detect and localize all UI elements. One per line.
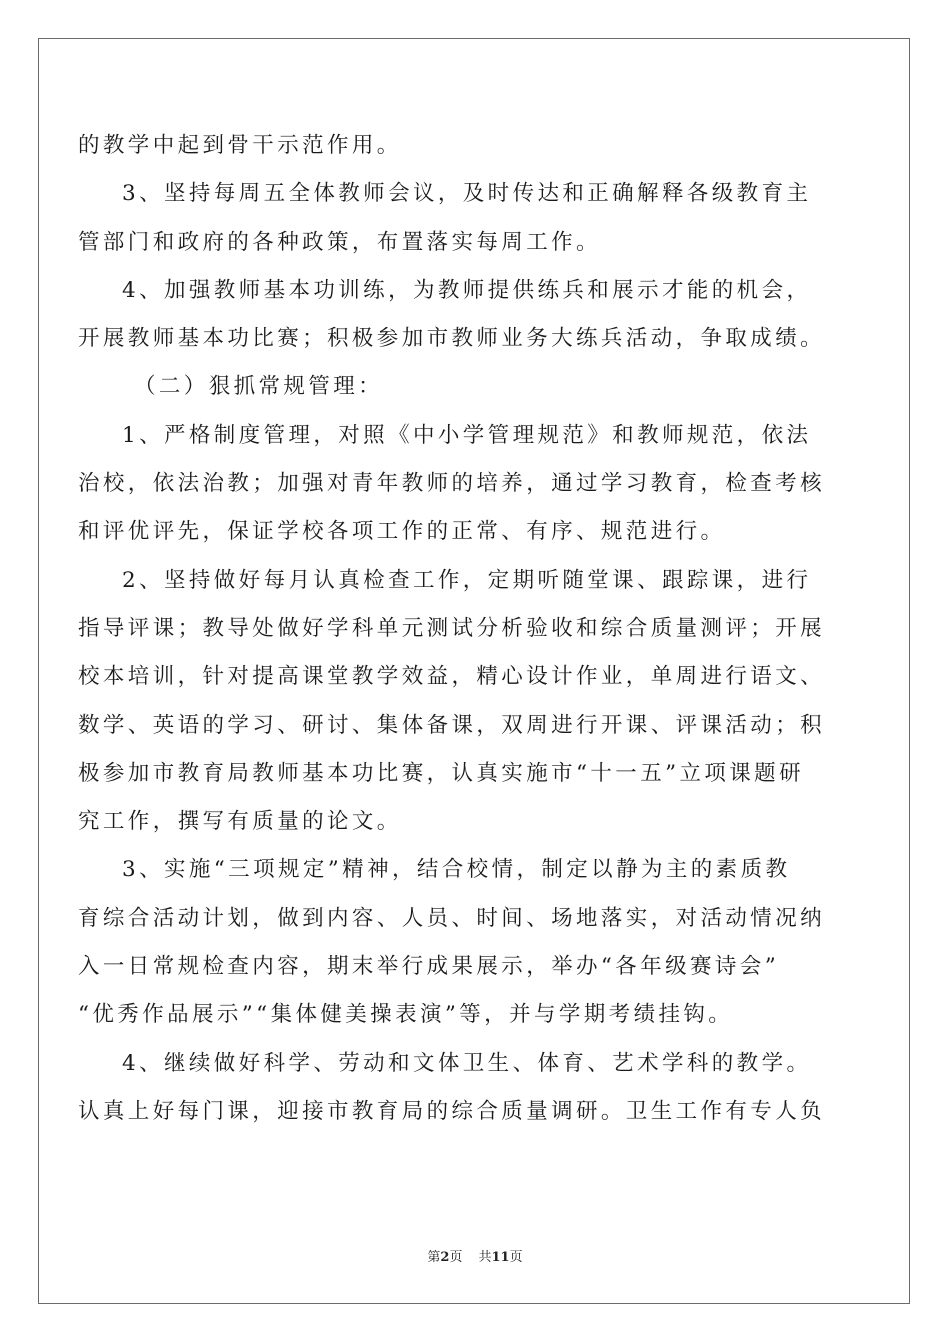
page-footer: [0, 1246, 950, 1265]
text-line: 数学、英语的学习、研讨、集体备课，双周进行开课、评课活动；积: [78, 712, 826, 738]
text-line: 和评优评先，保证学校各项工作的正常、有序、规范进行。: [78, 519, 726, 545]
text-line: 治校，依法治教；加强对青年教师的培养，通过学习教育，检查考核: [78, 471, 826, 497]
page-label-unit: 页: [449, 1250, 463, 1265]
text-line: 的教学中起到骨干示范作用。: [78, 133, 402, 158]
text-line: 3、实施“三项规定”精神，结合校情，制定以静为主的素质教: [122, 857, 791, 883]
text-line: 4、继续做好科学、劳动和文体卫生、体育、艺术学科的教学。: [122, 1050, 812, 1076]
document-body: [78, 122, 836, 1136]
page-label-prefix: 第: [427, 1250, 441, 1265]
text-line: 究工作，撰写有质量的论文。: [78, 809, 402, 835]
text-line: 4、加强教师基本功训练，为教师提供练兵和展示才能的机会，: [122, 277, 812, 303]
text-line: 管部门和政府的各种政策，布置落实每周工作。: [78, 229, 601, 255]
total-label-unit: 页: [509, 1250, 523, 1265]
text-line: 3、坚持每周五全体教师会议，及时传达和正确解释各级教育主: [122, 181, 812, 207]
text-line: 校本培训，针对提高课堂教学效益，精心设计作业，单周进行语文、: [78, 664, 826, 690]
total-label-prefix: 共: [478, 1250, 492, 1265]
text-line: 育综合活动计划，做到内容、人员、时间、场地落实，对活动情况纳: [78, 905, 826, 931]
text-line: 指导评课；教导处做好学科单元测试分析验收和综合质量测评；开展: [78, 615, 826, 641]
text-line: 1、严格制度管理，对照《中小学管理规范》和教师规范，依法: [122, 422, 812, 448]
text-line: 2、坚持做好每月认真检查工作，定期听随堂课、跟踪课，进行: [122, 567, 812, 593]
text-line: 开展教师基本功比赛；积极参加市教师业务大练兵活动，争取成绩。: [78, 326, 826, 352]
text-line: 认真上好每门课，迎接市教育局的综合质量调研。卫生工作有专人负: [78, 1098, 826, 1124]
text-line: （二）狠抓常规管理：: [134, 374, 384, 400]
text-line: 极参加市教育局教师基本功比赛，认真实施市“十一五”立项课题研: [78, 760, 804, 786]
total-page-number: 11: [491, 1250, 510, 1265]
current-page-number: 2: [440, 1250, 450, 1265]
text-line: “优秀作品展示”“集体健美操表演”等，并与学期考绩挂钩。: [78, 1002, 734, 1028]
text-line: 入一日常规检查内容，期末举行成果展示，举办“各年级赛诗会”: [78, 954, 780, 980]
